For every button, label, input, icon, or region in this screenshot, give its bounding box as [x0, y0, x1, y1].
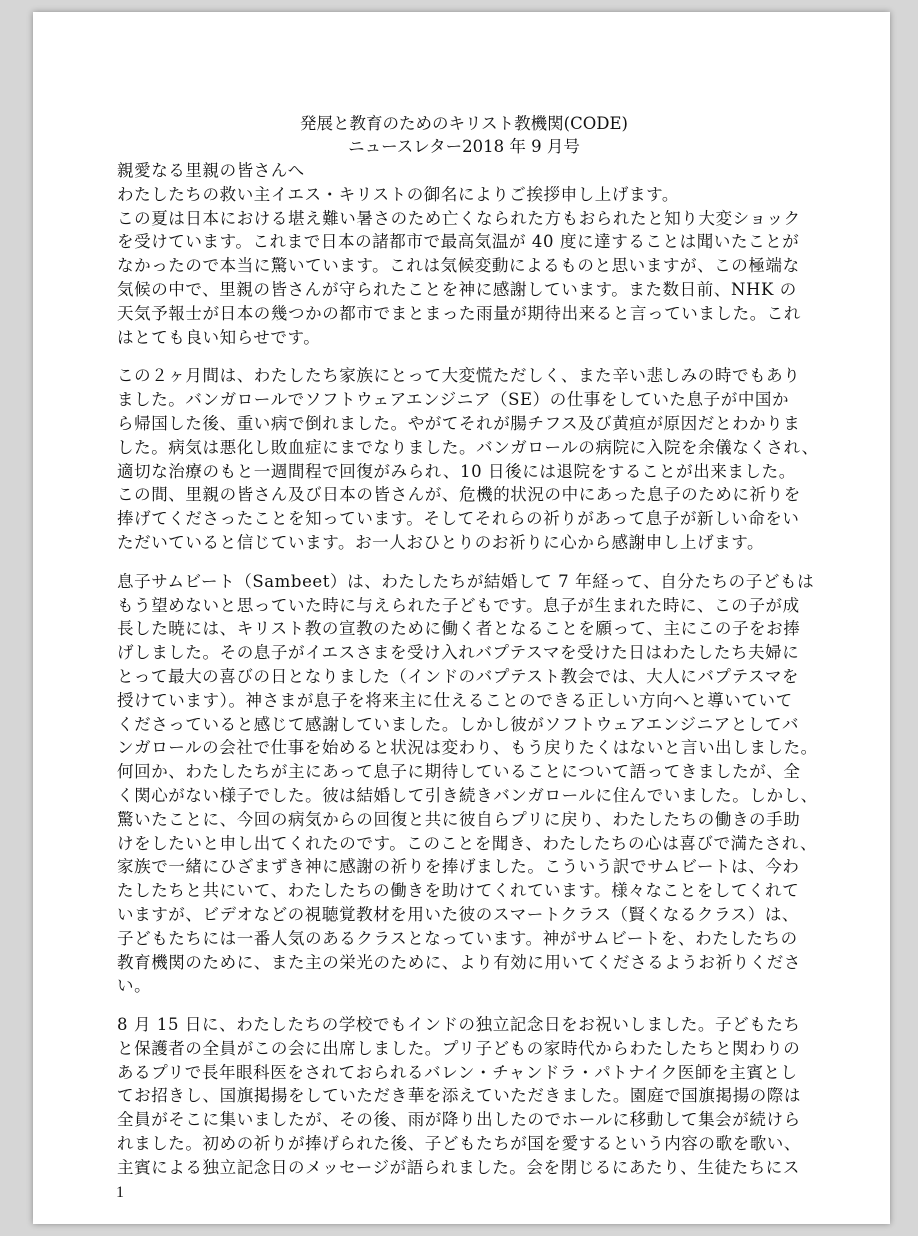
- text-line: 8 月 15 日に、わたしたちの学校でもインドの独立記念日をお祝いしました。子どもたち: [117, 1015, 801, 1035]
- text-line: とって最大の喜びの日となりました（インドのバプテスト教会では、大人にバプテスマを: [117, 666, 800, 686]
- text-line: 教育機関のために、また主の栄光のために、より有効に用いてくださるようお祈りくださ: [117, 952, 801, 972]
- text-line: 授けています）。神さまが息子を将来主に仕えることのできる正しい方向へと導いていて: [117, 690, 793, 710]
- paragraph-heat: [117, 207, 811, 350]
- greeting-line: わたしたちの救い主イエス・キリストの御名によりご挨拶申し上げます。: [117, 184, 679, 204]
- text-line: ました。バンガロールでソフトウェアエンジニア（SE）の仕事をしていた息子が中国か: [117, 390, 790, 410]
- text-line: く関心がない様子でした。彼は結婚して引き続きバンガロールに住んでいました。しかし、: [117, 785, 818, 805]
- title-line-organization: 発展と教育のためのキリスト教機関(CODE): [300, 114, 628, 133]
- text-line: ら帰国した後、重い病で倒れました。やがてそれが腸チフス及び黄疸が原因だとわかりま: [117, 413, 801, 433]
- greeting-line: 親愛なる里親の皆さんへ: [117, 161, 305, 180]
- newsletter-body: [117, 112, 819, 1195]
- text-line: した。病気は悪化し敗血症にまでなりました。バンガロールの病院に入院を余儀なくされ、: [117, 437, 819, 457]
- text-line: 息子サムビート（Sambeet）は、わたしたちが結婚して 7 年経って、自分たちの子どもは: [117, 571, 815, 591]
- text-line: 天気予報士が日本の幾つかの都市でまとまった雨量が期待出来ると言っていました。これ: [117, 303, 801, 323]
- text-line: れました。初めの祈りが捧げられた後、子どもたちが国を愛するという内容の歌を歌い、: [117, 1134, 801, 1154]
- text-line: 驚いたことに、今回の病気からの回復と共に彼自らプリに戻り、わたしたちの働きの手助: [117, 809, 801, 829]
- text-line: ンガロールの会社で仕事を始めると状況は変わり、もう戻りたくはないと言い出しました。: [117, 738, 818, 758]
- text-line: けをしたいと申し出てくれたのです。このことを聞き、わたしたちの心は喜びで満たされ、: [117, 833, 818, 853]
- text-line: を受けています。これまで日本の諸都市で最高気温が 40 度に達することは聞いたことが: [117, 232, 800, 252]
- text-line: 主賓による独立記念日のメッセージが語られました。会を閉じるにあたり、生徒たちにス: [117, 1157, 801, 1177]
- paragraph-illness: [117, 364, 819, 554]
- text-line: なかったので本当に驚いています。これは気候変動によるものと思いますが、この極端な: [117, 256, 800, 276]
- paragraph-son: [117, 570, 818, 998]
- paragraph-independence-day: [117, 1013, 811, 1180]
- text-line: い。: [117, 976, 152, 996]
- text-line: てお招きし、国旗掲揚をしていただき華を添えていただきました。園庭で国旗掲揚の際は: [117, 1086, 801, 1106]
- text-line: この夏は日本における堪え難い暑さのため亡くなられた方もおられたと知り大変ショック: [117, 208, 801, 228]
- text-line: げしました。その息子がイエスさまを受け入れバプテスマを受けた日はわたしたち夫婦に: [117, 643, 800, 663]
- text-line: 捧げてくださったことを知っています。そしてそれらの祈りがあって息子が新しい命をい: [117, 509, 800, 529]
- text-line: もう望めないと思っていた時に与えられた子どもです。息子が生まれた時に、この子が成: [117, 595, 800, 615]
- text-line: あるプリで長年眼科医をされておられるバレン・チャンドラ・パトナイク医師を主賓とし: [117, 1062, 798, 1082]
- text-line: いますが、ビデオなどの視聴覚教材を用いた彼のスマートクラス（賢くなるクラス）は、: [117, 904, 800, 924]
- text-line: 何回か、わたしたちが主にあって息子に期待していることについて語ってきましたが、全: [117, 762, 801, 782]
- text-line: と保護者の全員がこの会に出席しました。プリ子どもの家時代からわたしたちと関わりの: [117, 1038, 801, 1058]
- text-line: ただいていると信じています。お一人おひとりのお祈りに心から感謝申し上げます。: [117, 532, 765, 552]
- text-line: 気候の中で、里親の皆さんが守られたことを神に感謝しています。また数日前、NHK の: [117, 279, 797, 299]
- document-page: [33, 12, 890, 1224]
- text-line: たしたちと共にいて、わたしたちの働きを助けてくれています。様々なことをしてくれて: [117, 881, 800, 901]
- text-line: この２ヶ月間は、わたしたち家族にとって大変慌ただしく、また辛い悲しみの時でもあり: [117, 366, 801, 386]
- text-line: くださっていると感じて感謝していました。しかし彼がソフトウェアエンジニアとしてバ: [117, 714, 800, 734]
- text-line: 長した暁には、キリスト教の宣教のために働く者となることを願って、主にこの子をお捧: [117, 619, 801, 639]
- title-line-issue: ニュースレター2018 年 9 月号: [348, 137, 580, 156]
- text-line: 適切な治療のもと一週間程で回復がみられ、10 日後には退院をすることが出来ました。: [117, 461, 796, 481]
- text-line: この間、里親の皆さん及び日本の皆さんが、危機的状況の中にあった息子のために祈りを: [117, 485, 801, 505]
- text-line: 全員がそこに集いましたが、その後、雨が降り出したのでホールに移動して集会が続けら: [117, 1110, 801, 1130]
- greeting: [117, 159, 811, 207]
- text-line: 子どもたちには一番人気のあるクラスとなっています。神がサムビートを、わたしたちの: [117, 928, 798, 948]
- text-line: はとても良い知らせです。: [117, 327, 321, 347]
- page-number: 1: [116, 1184, 124, 1201]
- text-line: 家族で一緒にひざまずき神に感謝の祈りを捧げました。こういう訳でサムビートは、今わ: [117, 857, 800, 877]
- newsletter-title: [117, 112, 811, 158]
